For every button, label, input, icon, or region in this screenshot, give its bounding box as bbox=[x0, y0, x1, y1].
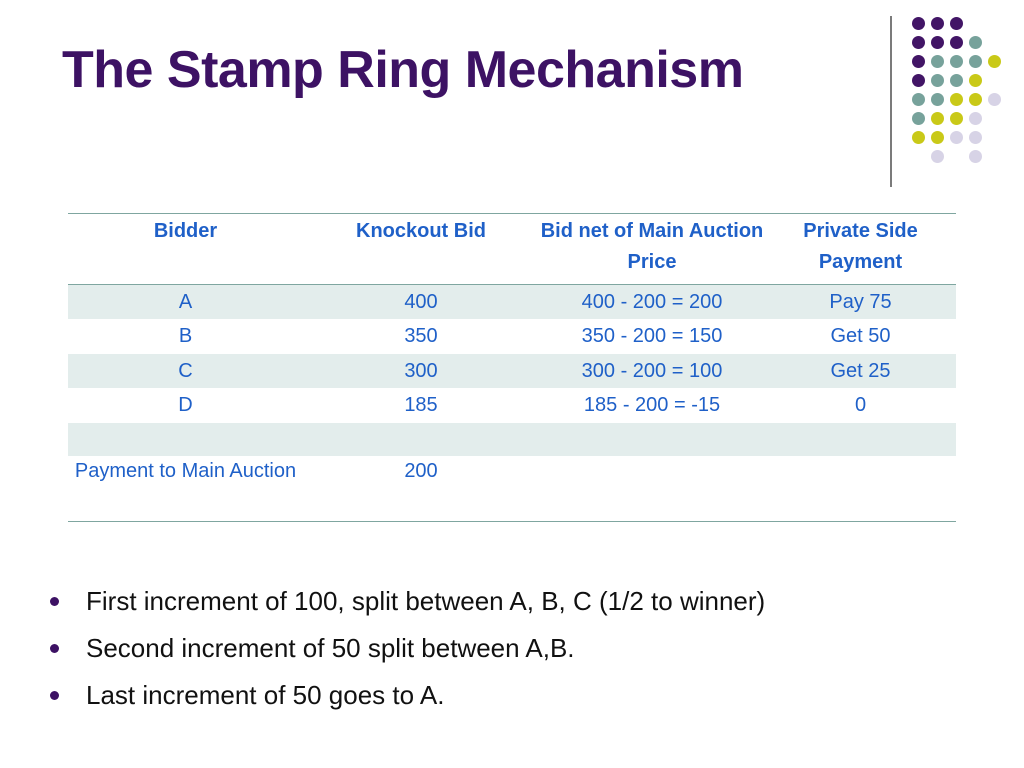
bidder-cell: A bbox=[178, 291, 193, 313]
decor-dot bbox=[950, 93, 963, 106]
bullet-text: First increment of 100, split between A, B, C (1/2 to winner) bbox=[86, 586, 766, 616]
side-payment-cell: Get 50 bbox=[830, 325, 891, 347]
decor-dot bbox=[912, 17, 925, 30]
decor-dot bbox=[950, 131, 963, 144]
bullet-marker-icon bbox=[50, 644, 59, 653]
bullet-text: Second increment of 50 split between A,B. bbox=[86, 633, 575, 663]
bullet-marker-icon bbox=[50, 691, 59, 700]
decor-dot bbox=[912, 74, 925, 87]
bidding-table bbox=[68, 213, 956, 522]
knockout-bid-cell: 300 bbox=[404, 359, 438, 382]
decor-dot bbox=[931, 150, 944, 163]
decor-dot bbox=[950, 55, 963, 68]
table-row bbox=[68, 354, 956, 389]
bidder-cell: B bbox=[178, 325, 193, 347]
decor-dot bbox=[912, 36, 925, 49]
side-payment-cell: Get 25 bbox=[830, 359, 891, 382]
payment-to-main-auction-value: 200 bbox=[404, 459, 438, 482]
decor-dot bbox=[912, 55, 925, 68]
bidder-cell: C bbox=[178, 359, 193, 382]
column-header-bid-net: Bid net of Main Auction Price bbox=[540, 220, 764, 273]
decor-dot bbox=[931, 112, 944, 125]
column-header-knockout-bid: Knockout Bid bbox=[356, 220, 486, 242]
bullet-text: Last increment of 50 goes to A. bbox=[86, 680, 445, 710]
bid-net-cell: 350 - 200 = 150 bbox=[581, 325, 723, 347]
table-row bbox=[68, 319, 956, 354]
decor-dot bbox=[931, 36, 944, 49]
table-spacer-row bbox=[68, 423, 956, 456]
decor-dot bbox=[969, 131, 982, 144]
column-header-side-payment: Private Side Payment bbox=[803, 220, 918, 273]
decor-dot bbox=[969, 112, 982, 125]
decor-dot bbox=[950, 112, 963, 125]
decor-dot bbox=[912, 112, 925, 125]
knockout-bid-cell: 185 bbox=[404, 394, 438, 416]
bid-net-cell: 185 - 200 = -15 bbox=[583, 394, 721, 416]
knockout-bid-cell: 400 bbox=[404, 291, 438, 313]
slide-title: The Stamp Ring Mechanism bbox=[62, 41, 744, 99]
payment-to-main-auction-label: Payment to Main Auction bbox=[74, 459, 297, 482]
decor-dot bbox=[969, 36, 982, 49]
bid-net-cell: 300 - 200 = 100 bbox=[581, 359, 723, 382]
decor-dot bbox=[931, 74, 944, 87]
side-payment-cell: Pay 75 bbox=[829, 291, 892, 313]
table-footer-row bbox=[68, 456, 956, 522]
decor-dot bbox=[931, 55, 944, 68]
column-header-bidder: Bidder bbox=[153, 220, 218, 242]
decor-dot bbox=[912, 93, 925, 106]
decor-dot bbox=[988, 55, 1001, 68]
bid-net-cell: 400 - 200 = 200 bbox=[581, 291, 723, 313]
decor-dot bbox=[931, 131, 944, 144]
decor-dot bbox=[950, 74, 963, 87]
decor-dot bbox=[931, 93, 944, 106]
decor-dot bbox=[969, 93, 982, 106]
decor-dot bbox=[950, 17, 963, 30]
decor-dot bbox=[969, 55, 982, 68]
table-row bbox=[68, 388, 956, 423]
decor-dot bbox=[969, 150, 982, 163]
decor-dot bbox=[931, 17, 944, 30]
table-header-row bbox=[68, 214, 956, 285]
knockout-bid-cell: 350 bbox=[404, 325, 438, 347]
decor-dot bbox=[969, 74, 982, 87]
bullet-marker-icon bbox=[50, 597, 59, 606]
decor-dot bbox=[950, 36, 963, 49]
table-row bbox=[68, 285, 956, 320]
vertical-divider bbox=[890, 16, 892, 187]
decor-dot bbox=[988, 93, 1001, 106]
bidder-cell: D bbox=[178, 394, 193, 416]
side-payment-cell: 0 bbox=[854, 394, 867, 416]
decor-dot bbox=[912, 131, 925, 144]
